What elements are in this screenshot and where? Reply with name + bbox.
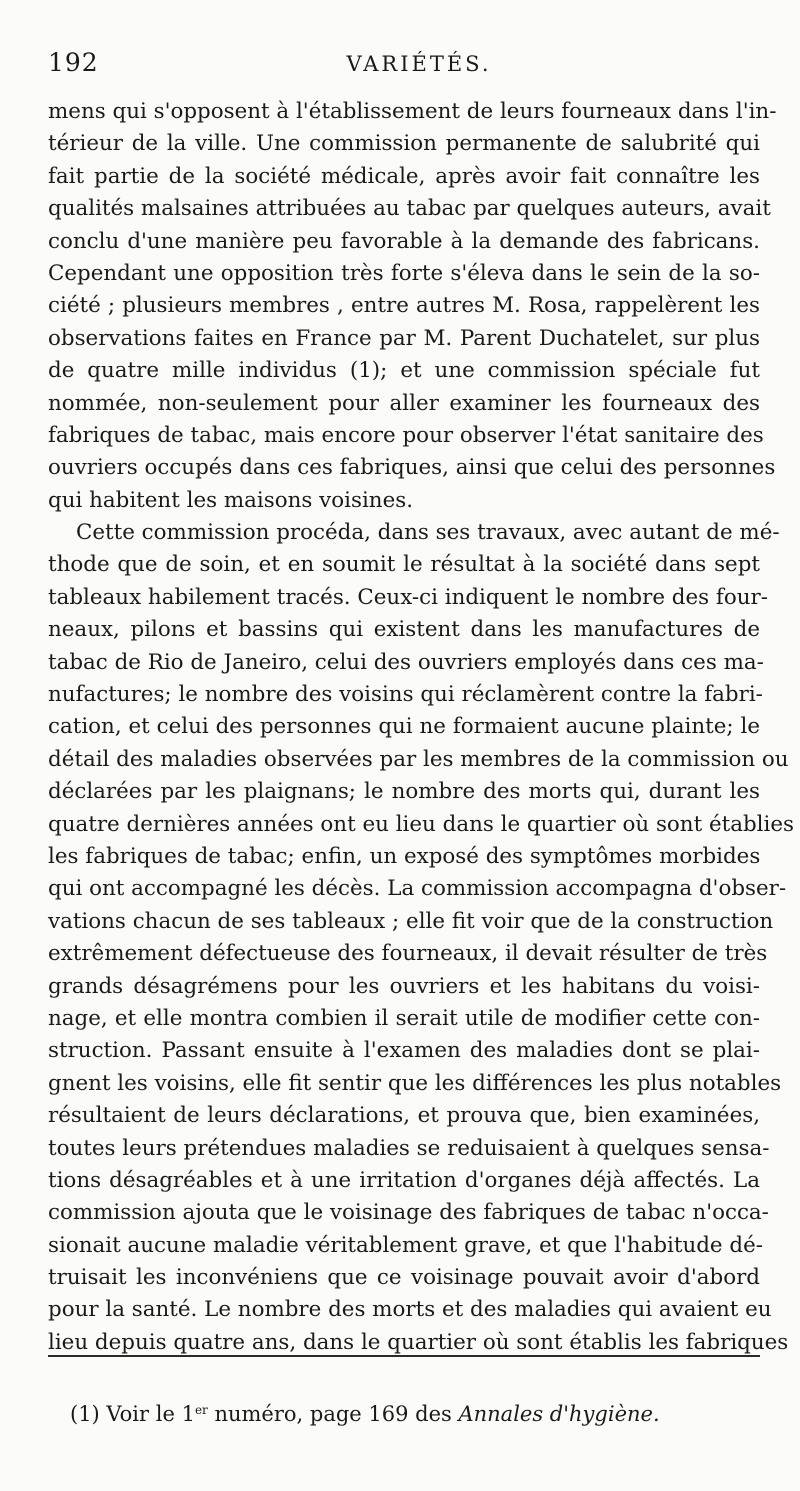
text-line: lieu depuis quatre ans, dans le quartier où sont établis les fabriques xyxy=(48,1329,789,1355)
footnote-journal-title: Annales d'hygiène. xyxy=(458,1402,660,1426)
text-line: de quatre mille individus (1); et une commission spéciale fut xyxy=(48,358,760,384)
text-line: extrêmement défectueuse des fourneaux, il devait résulter de très xyxy=(48,941,768,967)
text-line: neaux, pilons et bassins qui existent dans les manufactures de xyxy=(48,617,760,643)
text-line: détail des maladies observées par les membres de la commission ou xyxy=(48,746,789,772)
page-header xyxy=(48,44,760,84)
footnote-ordinal: 1 xyxy=(181,1402,195,1426)
text-line: toutes leurs prétendues maladies se reduisaient à quelques sensa- xyxy=(48,1135,770,1161)
text-line: pour la santé. Le nombre des morts et des maladies qui avaient eu xyxy=(48,1297,772,1323)
text-line: qui habitent les maisons voisines. xyxy=(48,487,413,513)
text-line: fait partie de la société médicale, après avoir fait connaître les xyxy=(48,163,760,189)
text-line: Cependant une opposition très forte s'éleva dans le sein de la so- xyxy=(48,260,760,286)
text-line: qui ont accompagné les décès. La commission accompagna d'obser- xyxy=(48,876,787,902)
text-line: sionait aucune maladie véritablement grave, et que l'habitude dé- xyxy=(48,1232,763,1258)
footnote-text: numéro, page 169 des xyxy=(207,1402,459,1426)
running-head: VARIÉTÉS. xyxy=(346,52,492,76)
text-line: nufactures; le nombre des voisins qui réclamèrent contre la fabri- xyxy=(48,682,763,708)
text-line: tions désagréables et à une irritation d'organes déjà affectés. La xyxy=(48,1167,760,1193)
text-line: déclarées par les plaignans; le nombre des morts qui, durant les xyxy=(48,779,760,805)
text-line: Cette commission procéda, dans ses travaux, avec autant de mé- xyxy=(76,520,780,546)
footnote xyxy=(70,1402,660,1426)
text-line: truisait les inconvéniens que ce voisinage pouvait avoir d'abord xyxy=(48,1265,760,1291)
text-line: grands désagrémens pour les ouvriers et les habitans du voisi- xyxy=(48,973,760,999)
paragraph-2 xyxy=(48,517,794,1359)
text-line: mens qui s'opposent à l'établissement de leurs fourneaux dans l'in- xyxy=(48,99,777,124)
text-line: qualités malsaines attribuées au tabac par quelques auteurs, avait xyxy=(48,196,771,222)
text-line: vations chacun de ses tableaux ; elle fit voir que de la construction xyxy=(48,908,774,934)
page-number: 192 xyxy=(48,48,99,77)
body-text xyxy=(48,96,794,1359)
text-line: ouvriers occupés dans ces fabriques, ainsi que celui des personnes xyxy=(48,455,776,481)
footnote-rule xyxy=(48,1355,760,1357)
footnote-ordinal-suffix: er xyxy=(194,1403,208,1417)
text-line: tabac de Rio de Janeiro, celui des ouvriers employés dans ces ma- xyxy=(48,649,764,675)
text-line: nommée, non-seulement pour aller examiner les fourneaux des xyxy=(48,390,760,416)
text-line: commission ajouta que le voisinage des fabriques de tabac n'occa- xyxy=(48,1200,769,1226)
text-line: les fabriques de tabac; enfin, un exposé des symptômes morbides xyxy=(48,843,761,869)
text-line: résultaient de leurs déclarations, et prouva que, bien examinées, xyxy=(48,1103,760,1129)
text-line: tableaux habilement tracés. Ceux-ci indiquent le nombre des four- xyxy=(48,584,768,610)
text-line: struction. Passant ensuite à l'examen des maladies dont se plai- xyxy=(48,1038,760,1064)
paragraph-1 xyxy=(48,96,777,517)
text-line: gnent les voisins, elle fit sentir que les différences les plus notables xyxy=(48,1070,782,1096)
text-line: observations faites en France par M. Parent Duchatelet, sur plus xyxy=(48,325,760,351)
text-line: cation, et celui des personnes qui ne formaient aucune plainte; le xyxy=(48,714,760,740)
text-line: thode que de soin, et en soumit le résultat à la société dans sept xyxy=(48,552,760,578)
text-line: ciété ; plusieurs membres , entre autres M. Rosa, rappelèrent les xyxy=(48,293,760,319)
text-line: fabriques de tabac, mais encore pour observer l'état sanitaire des xyxy=(48,422,764,448)
text-line: conclu d'une manière peu favorable à la demande des fabricans. xyxy=(48,228,760,254)
text-line: térieur de la ville. Une commission permanente de salubrité qui xyxy=(48,131,760,157)
text-line: quatre dernières années ont eu lieu dans le quartier où sont établies xyxy=(48,811,794,837)
text-line: nage, et elle montra combien il serait utile de modifier cette con- xyxy=(48,1005,760,1031)
footnote-marker: (1) Voir le xyxy=(70,1402,182,1426)
